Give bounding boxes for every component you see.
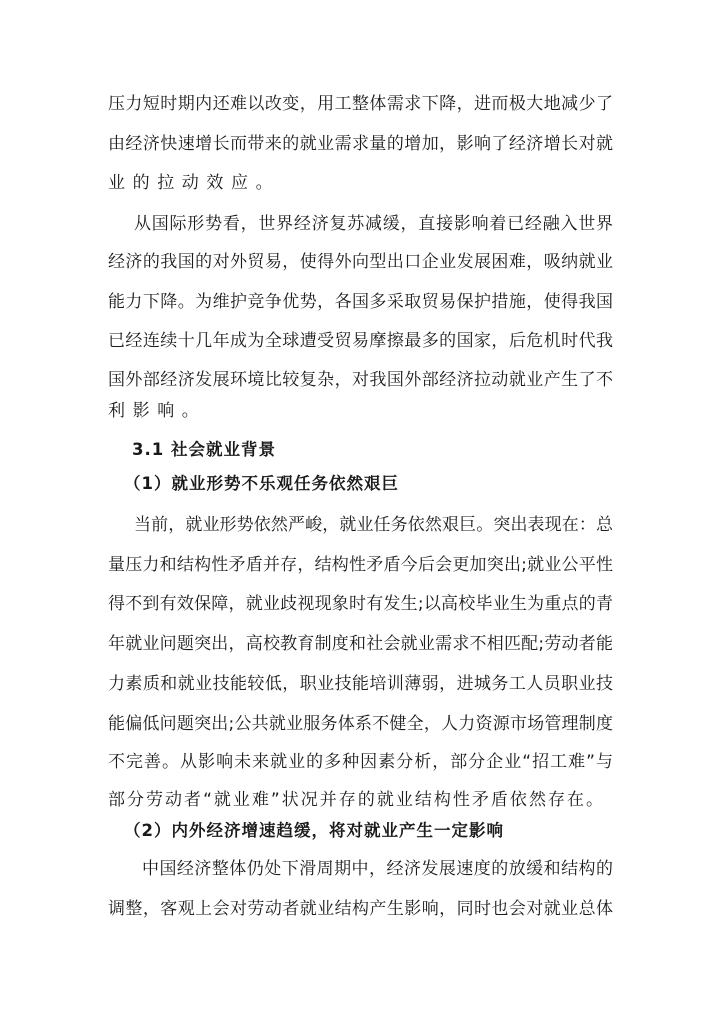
paragraph-line: 由经济快速增长而带来的就业需求量的增加，影响了经济增长对就 <box>108 134 613 154</box>
subsection-heading: （1）就业形势不乐观任务依然艰巨 <box>124 474 399 493</box>
paragraph-line: 量压力和结构性矛盾并存，结构性矛盾今后会更加突出;就业公平性 <box>108 555 613 575</box>
paragraph-line: 力素质和就业技能较低，职业技能培训薄弱，进城务工人员职业技 <box>108 674 613 694</box>
section-heading: 3.1 社会就业背景 <box>132 440 276 459</box>
paragraph-line: 已经连续十几年成为全球遭受贸易摩擦最多的国家，后危机时代我 <box>108 331 613 351</box>
paragraph-line: 部分劳动者“就业难”状况并存的就业结构性矛盾依然存在。 <box>108 790 603 810</box>
paragraph-line: 当前，就业形势依然严峻，就业任务依然艰巨。突出表现在：总 <box>134 515 613 535</box>
subsection-heading: （2）内外经济增速趋缓，将对就业产生一定影响 <box>124 821 504 840</box>
paragraph-line: 利影响。 <box>108 401 207 421</box>
paragraph-line: 中国经济整体仍处下滑周期中，经济发展速度的放缓和结构的 <box>142 859 613 879</box>
paragraph-line: 经济的我国的对外贸易，使得外向型出口企业发展困难，吸纳就业 <box>108 252 613 272</box>
paragraph-line: 不完善。从影响未来就业的多种因素分析，部分企业“招工难”与 <box>108 752 613 772</box>
paragraph-line: 年就业问题突出，高校教育制度和社会就业需求不相匹配;劳动者能 <box>108 634 613 654</box>
paragraph-line: 从国际形势看，世界经济复苏减缓，直接影响着已经融入世界 <box>134 214 613 234</box>
paragraph-line: 能力下降。为维护竞争优势，各国多采取贸易保护措施，使得我国 <box>108 292 613 312</box>
paragraph-line: 得不到有效保障，就业歧视现象时有发生;以高校毕业生为重点的青 <box>108 594 613 614</box>
paragraph-line: 业的拉动效应。 <box>108 173 281 193</box>
paragraph-line: 压力短时期内还难以改变，用工整体需求下降，进而极大地减少了 <box>108 94 613 114</box>
paragraph-line: 调整，客观上会对劳动者就业结构产生影响，同时也会对就业总体 <box>108 899 613 919</box>
paragraph-line: 能偏低问题突出;公共就业服务体系不健全，人力资源市场管理制度 <box>108 714 613 734</box>
paragraph-line: 国外部经济发展环境比较复杂，对我国外部经济拉动就业产生了不 <box>108 370 613 390</box>
